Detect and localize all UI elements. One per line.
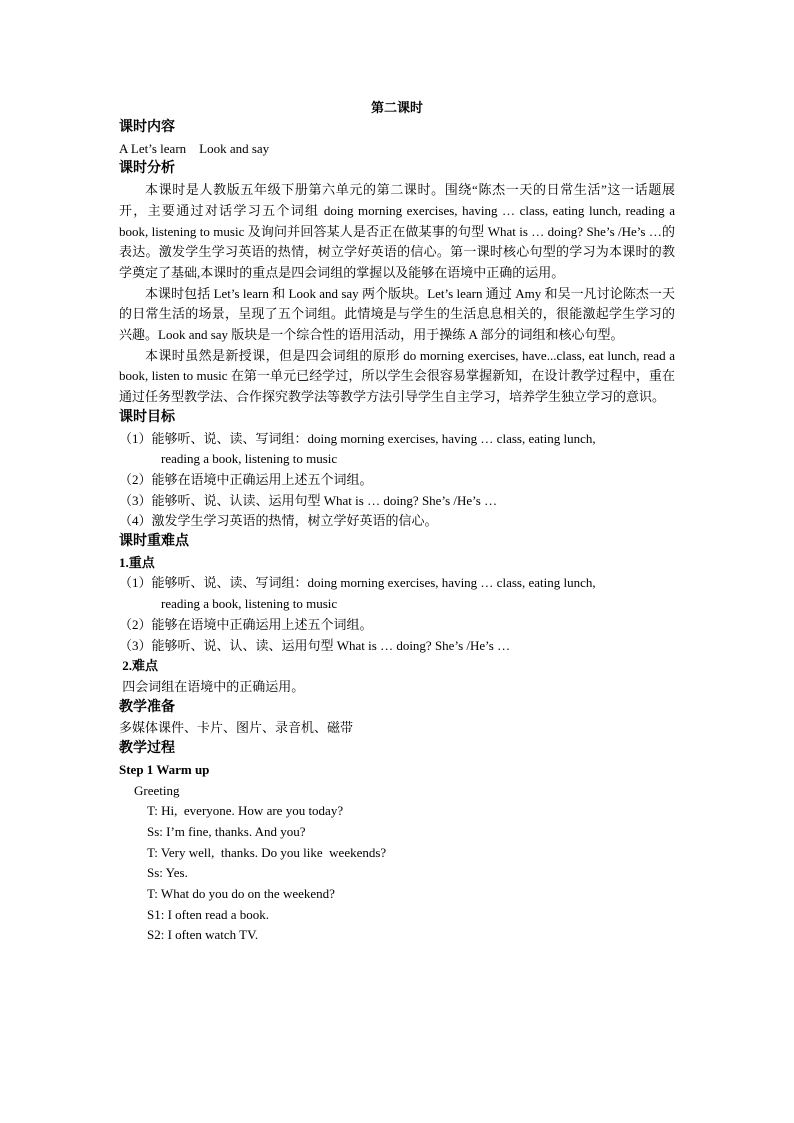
dialogue-line: Ss: Yes. xyxy=(147,865,188,881)
key-3: （3）能够听、说、认、读、运用句型 What is … doing? She’s /He’s … xyxy=(119,637,511,653)
goal-2: （2）能够在语境中正确运用上述五个词组。 xyxy=(119,471,373,487)
lesson-title: 第二课时 xyxy=(370,100,423,115)
heading-preparation: 教学准备 xyxy=(119,699,175,715)
dialogue-line: S2: I often watch TV. xyxy=(147,927,259,943)
key-2: （2）能够在语境中正确运用上述五个词组。 xyxy=(119,616,373,632)
analysis-paragraph-1: 本课时是人教版五年级下册第六单元的第二课时。围绕“陈杰一天的日常生活”这一话题展开，主要通过对话学习五个词组 doing morning exercises, having … class, eating lunch, reading a book, listening to music 及询问并回答某人是否正在做某事的句型 What is … doing? She’s /He’s …的表达。激发学生学习英语的热情，树立学好英语的信心。第一课时核心句型的学习为本课时的教学奠定了基础,本课时的重点是四会词组的掌握以及能够在语境中正确的运用。 xyxy=(119,182,675,280)
content-line: A Let’s learn Look and say xyxy=(119,140,270,156)
goal-3: （3）能够听、说、认读、运用句型 What is … doing? She’s /He’s … xyxy=(119,492,498,508)
heading-goals: 课时目标 xyxy=(119,409,175,425)
heading-analysis: 课时分析 xyxy=(119,161,175,177)
heading-process: 教学过程 xyxy=(119,741,175,757)
goal-4: （4）激发学生学习英语的热情，树立学好英语的信心。 xyxy=(119,513,438,529)
heading-content: 课时内容 xyxy=(119,120,175,135)
heading-key-difficult: 课时重难点 xyxy=(119,534,189,550)
dialogue-line: T: Hi, everyone. How are you today? xyxy=(147,803,344,819)
analysis-paragraph-3: 本课时虽然是新授课，但是四会词组的原形 do morning exercises, have...class, eat lunch, read a book, listen to music 在第一单元已经学过，所以学生会很容易掌握新知，在设计教学过程中，重在通过任务型教学法、合作探究教学法等教学方法引导学生自主学习，培养学生独立学习的意识。 xyxy=(119,347,675,405)
greeting-label: Greeting xyxy=(134,782,180,798)
analysis-paragraph-2: 本课时包括 Let’s learn 和 Look and say 两个版块。Let’s learn 通过 Amy 和吴一凡讨论陈杰一天的日常生活的场景，呈现了五个词组。此情境是与学生的生活息息相关的，很能激起学生学习的兴趣。Look and say 版块是一个综合性的语用活动，用于操练 A 部分的词组和核心句型。 xyxy=(119,285,675,343)
key-1-line-b: reading a book, listening to music xyxy=(161,596,338,612)
dialogue-line: T: What do you do on the weekend? xyxy=(147,886,335,902)
dialogue-line: S1: I often read a book. xyxy=(147,906,270,922)
preparation-text: 多媒体课件、卡片、图片、录音机、磁带 xyxy=(119,720,354,736)
heading-difficult: 2.难点 xyxy=(119,658,159,674)
goal-1-line-a: （1）能够听、说、读、写词组：doing morning exercises, having … class, eating lunch, xyxy=(119,430,596,446)
step-1-heading: Step 1 Warm up xyxy=(119,761,210,777)
heading-key: 1.重点 xyxy=(119,554,155,570)
difficult-text: 四会词组在语境中的正确运用。 xyxy=(119,678,305,694)
key-1-line-a: （1）能够听、说、读、写词组：doing morning exercises, having … class, eating lunch, xyxy=(119,575,596,591)
dialogue-line: T: Very well, thanks. Do you like weekends? xyxy=(147,844,387,860)
dialogue-line: Ss: I’m fine, thanks. And you? xyxy=(147,823,306,839)
goal-1-line-b: reading a book, listening to music xyxy=(161,451,338,467)
document-page xyxy=(119,98,675,946)
